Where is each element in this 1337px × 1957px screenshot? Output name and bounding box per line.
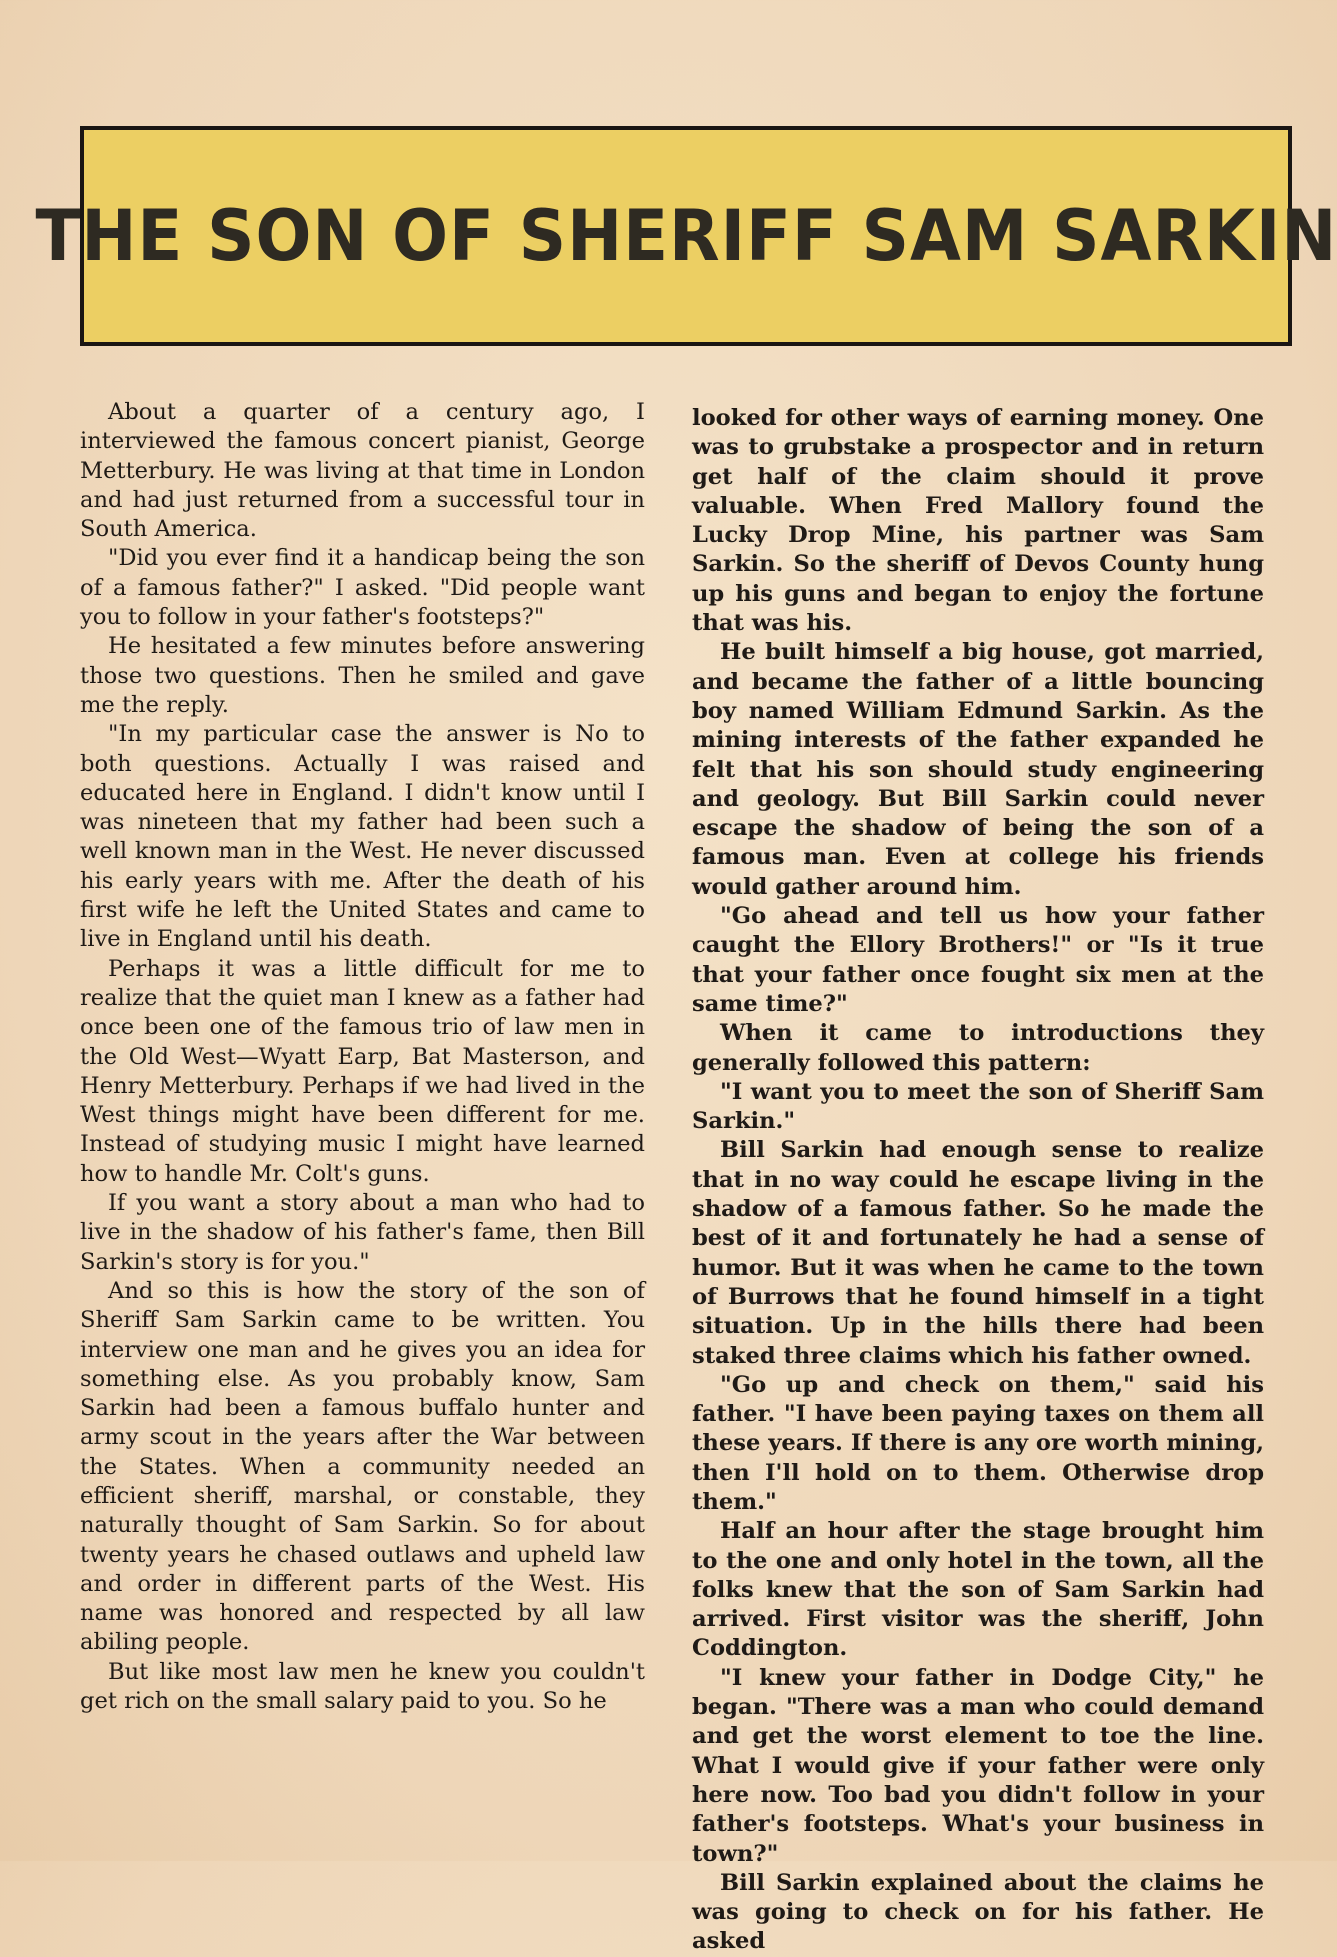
title-banner — [35, 126, 1337, 346]
paragraph: But like most law men he knew you couldn't get rich on the small salary paid to you. So he — [80, 1658, 645, 1715]
paragraph: Bill Sarkin explained about the claims he was going to check on for his father. He asked — [692, 1869, 1264, 1955]
paragraph: About a quarter of a century ago, I interviewed the famous concert pianist, George Metterbury. He was living at that time in London and had just returned from a successful tour in South America. — [80, 399, 645, 543]
paragraph: "In my particular case the answer is No to both questions. Actually I was raised and educated here in England. I didn't know until I was nineteen that my father had been such a well known man in the West. He never discussed his early years with me. After the death of his first wife he left the United States and came to live in England until his death. — [80, 721, 645, 953]
paragraph: He hesitated a few minutes before answering those two questions. Then he smiled and gave me the reply. — [80, 633, 645, 718]
paragraph: "I want you to meet the son of Sheriff Sam Sarkin." — [692, 1078, 1264, 1135]
paragraph: "Go up and check on them," said his father. "I have been paying taxes on them all these years. If there is any ore worth mining, then I'll hold on to them. Otherwise drop them." — [692, 1371, 1264, 1515]
story-title: THE SON OF SHERIFF SAM SARKIN — [35, 195, 1337, 277]
paragraph: Half an hour after the stage brought him to the one and only hotel in the town, all the folks knew that the son of Sam Sarkin had arrived. First visitor was the sheriff, John Coddington. — [692, 1518, 1264, 1662]
paragraph: He built himself a big house, got married, and became the father of a little bouncing boy named William Edmund Sarkin. As the mining interests of the father expanded he felt that his son should study engineering and geology. But Bill Sarkin could never escape the shadow of being the son of a famous man. Even at college his friends would gather around him. — [692, 639, 1264, 900]
paragraph: When it came to introductions they generally followed this pattern: — [692, 1020, 1264, 1076]
paragraph: "Did you ever find it a handicap being the son of a famous father?" I asked. "Did people want you to follow in your father's footsteps?" — [80, 545, 645, 631]
paragraph: "I knew your father in Dodge City," he began. "There was a man who could demand and get the worst element to toe the line. What I would give if your father were only here now. Too bad you didn't follow in your father's footsteps. What's your business in town?" — [692, 1664, 1264, 1867]
paragraph: Perhaps it was a little difficult for me to realize that the quiet man I knew as a father had once been one of the famous trio of law men in the Old West—Wyatt Earp, Bat Masterson, and Henry Metterbury. Perhaps if we had lived in the West things might have been different for me. Instead of studying music I might have learned how to handle Mr. Colt's guns. — [80, 955, 645, 1187]
left-column — [80, 398, 645, 1716]
paragraph: If you want a story about a man who had to live in the shadow of his father's fame, then Bill Sarkin's story is for you." — [80, 1190, 645, 1275]
paragraph-continued: looked for other ways of earning money. One was to grubstake a prospector and in return get half of the claim should it prove valuable. When Fred Mallory found the Lucky Drop Mine, his partner was Sam Sarkin. So the sheriff of Devos County hung up his guns and began to enjoy the fortune that was his. — [692, 405, 1264, 637]
paragraph: Bill Sarkin had enough sense to realize that in no way could he escape living in the shadow of a famous father. So he made the best of it and fortunately he had a sense of humor. But it was when he came to the town of Burrows that he found himself in a tight situation. Up in the hills there had been staked three claims which his father owned. — [692, 1137, 1264, 1369]
paragraph: "Go ahead and tell us how your father caught the Ellory Brothers!" or "Is it true that your father once fought six men at the same time?" — [692, 903, 1264, 1017]
right-column — [692, 404, 1264, 1957]
paragraph: And so this is how the story of the son of Sheriff Sam Sarkin came to be written. You interview one man and he gives you an idea for something else. As you probably know, Sam Sarkin had been a famous buffalo hunter and army scout in the years after the War between the States. When a community needed an efficient sheriff, marshal, or constable, they naturally thought of Sam Sarkin. So for about twenty years he chased outlaws and upheld law and order in different parts of the West. His name was honored and respected by all law abiling people. — [80, 1277, 645, 1656]
